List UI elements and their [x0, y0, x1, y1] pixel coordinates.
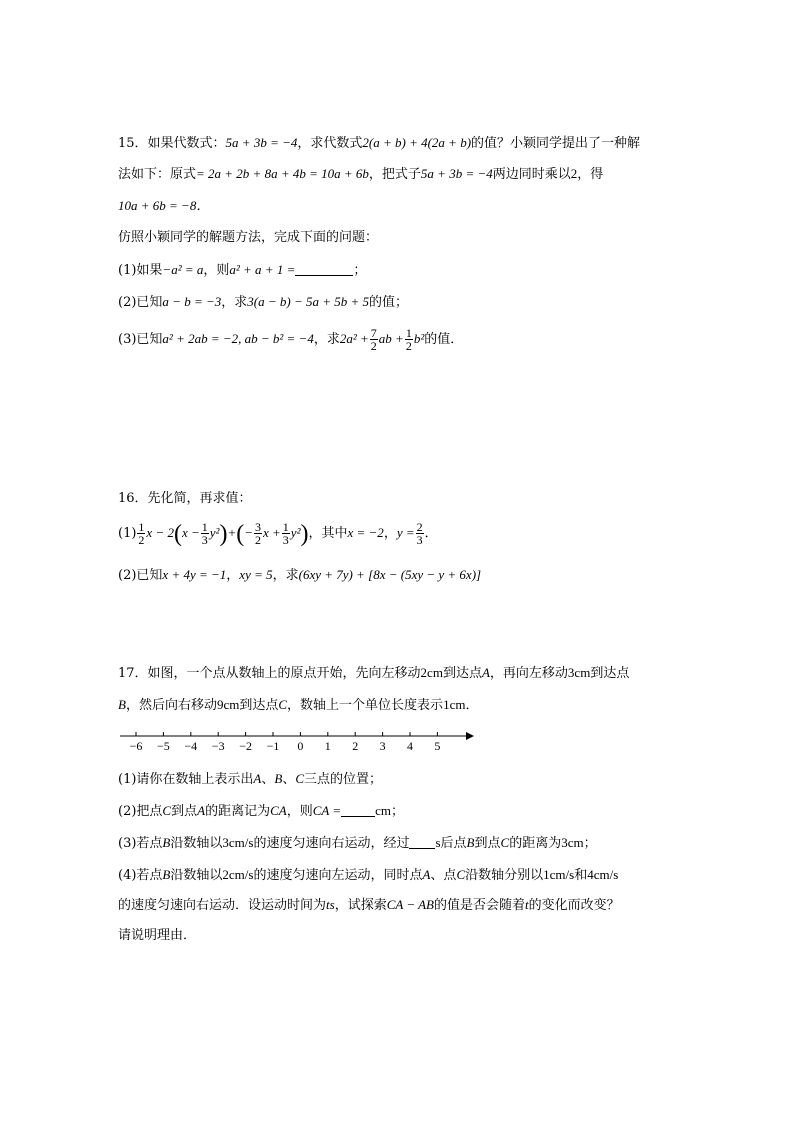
- q17-text: 到点: [474, 836, 501, 851]
- q16-expression: x −: [181, 525, 200, 540]
- part-label: (2)已知: [118, 295, 163, 310]
- denominator: 3: [282, 533, 289, 547]
- q17-line2: [118, 696, 478, 715]
- q16-expression: x − 2: [146, 525, 174, 540]
- number-line-tick-label: 5: [434, 739, 441, 753]
- q16-operator: −: [244, 525, 253, 540]
- q16-operator: +: [227, 525, 237, 540]
- q17-line6: 请说明理由．: [118, 928, 197, 943]
- q17-part2: [118, 802, 404, 821]
- q15-expression: 2a² +: [339, 331, 369, 346]
- paren-close: ): [219, 521, 228, 547]
- point-label: C: [500, 835, 510, 850]
- q16-part1: [118, 519, 438, 548]
- numerator: 7: [370, 326, 377, 340]
- q17-line5: [118, 896, 620, 915]
- point-label: B: [162, 867, 171, 882]
- fraction: [137, 521, 145, 546]
- q17-part3: [118, 834, 597, 853]
- q17-text: 沿数轴以: [170, 836, 223, 851]
- q15-equation: 5a + 3b = −4: [420, 166, 493, 181]
- point-label: B: [162, 835, 171, 850]
- point-label: C: [295, 771, 305, 786]
- speed-value: 2cm/s: [222, 867, 254, 882]
- q17-text: ，试探索: [334, 898, 387, 913]
- q17-text: ．: [465, 698, 479, 713]
- q17-text: ，数轴上一个单位长度表示: [287, 698, 444, 713]
- paren-close: ): [300, 521, 309, 547]
- time-label: ts: [326, 897, 335, 912]
- paren-open: (: [173, 521, 182, 547]
- number-line-tick-label: 4: [407, 739, 413, 753]
- point-label: B: [118, 697, 126, 712]
- number-line-tick-label: −1: [266, 739, 280, 753]
- speed-value: 4cm/s: [587, 867, 619, 882]
- point-label: B: [274, 771, 283, 786]
- speed-value: 1cm/s: [543, 867, 575, 882]
- q16-condition: x + 4y = −1: [162, 567, 227, 582]
- q17-text: 后点: [440, 836, 467, 851]
- q17-text: 的值是否会随着: [434, 898, 526, 913]
- number-line-tick-label: −4: [184, 739, 198, 753]
- fraction: [201, 521, 209, 546]
- number-line-tick-label: 2: [352, 739, 359, 753]
- q17-text: ；: [583, 836, 597, 851]
- q17-text: 的速度匀速向右运动．设运动时间为: [118, 898, 327, 913]
- q17-text: ，则: [286, 804, 313, 819]
- denominator: 2: [405, 339, 412, 353]
- q15-expression: 2(a + b) + 4(2a + b): [362, 135, 472, 150]
- q17-text: ；: [391, 804, 405, 819]
- q16-title: 16．先化简，再求值：: [118, 491, 252, 506]
- number-line-tick-label: 0: [297, 739, 304, 753]
- distance-label: CA =: [312, 803, 342, 818]
- point-label: C: [278, 697, 288, 712]
- fraction: [416, 521, 424, 546]
- q15-text: 的值？小颖同学提出了一种解: [471, 136, 641, 151]
- unit-label: s: [435, 835, 441, 850]
- part-label: (3)已知: [118, 332, 163, 347]
- denominator: 2: [138, 533, 145, 547]
- q16-text: ，: [383, 526, 397, 541]
- q16-text: ．: [424, 526, 438, 541]
- q17-unit-value: 9cm: [216, 697, 240, 712]
- q17-text: 的速度匀速向左运动，同时点: [253, 868, 423, 883]
- q15-text: 的值；: [369, 295, 409, 310]
- point-label: C: [456, 867, 466, 882]
- distance-label: CA: [270, 803, 287, 818]
- number-line-tick-label: 3: [379, 739, 386, 753]
- q15-text: 法如下：原式: [118, 167, 197, 182]
- answer-blank[interactable]: [341, 803, 375, 817]
- q17-text: 的距离记为: [205, 804, 271, 819]
- q17-text: 到点: [171, 804, 198, 819]
- q17-text: 沿数轴分别以: [465, 868, 544, 883]
- q17-unit-value: 2cm: [420, 665, 443, 680]
- fraction: [282, 521, 290, 546]
- q15-text: ，求: [221, 295, 248, 310]
- number-line: [118, 728, 478, 754]
- q17-text: 到达点: [239, 698, 279, 713]
- q17-unit-value: 1cm: [443, 697, 466, 712]
- q15-line3: 10a + 6b = −8．: [118, 198, 210, 213]
- fraction: [254, 521, 262, 546]
- point-label: A: [422, 867, 431, 882]
- q17-text: 和: [574, 868, 588, 883]
- q17-text: 的速度匀速向右运动，经过: [253, 836, 410, 851]
- q17-line1: [118, 664, 629, 683]
- q17-text: ，然后向右移动: [125, 698, 217, 713]
- q17-text: 、: [261, 772, 275, 787]
- numerator: 1: [201, 520, 208, 534]
- denominator: 3: [416, 533, 423, 547]
- part-label: (3)若点: [118, 836, 163, 851]
- q16-text: ，求: [272, 568, 299, 583]
- q17-unit-value: 3cm: [561, 835, 584, 850]
- numerator: 2: [416, 520, 423, 534]
- time-label: t: [525, 897, 529, 912]
- denominator: 2: [370, 339, 377, 353]
- q15-expression: b²: [413, 331, 425, 346]
- speed-value: 3cm/s: [222, 835, 254, 850]
- q15-expression: a² + a + 1 =: [229, 262, 296, 277]
- q17-text: 到达点: [442, 666, 482, 681]
- q15-text: 15．如果代数式：: [118, 136, 226, 151]
- part-label: (1): [118, 526, 137, 541]
- denominator: 2: [255, 533, 261, 547]
- q15-text: ；: [353, 263, 367, 278]
- q15-text: ，把式子: [368, 167, 421, 182]
- q15-instruction: 仿照小颖同学的解题方法，完成下面的问题：: [118, 230, 379, 245]
- part-label: (1)如果: [118, 263, 163, 278]
- numerator: 1: [405, 326, 412, 340]
- q17-text: 、点: [430, 868, 457, 883]
- q17-part4: [118, 866, 618, 885]
- part-label: (2)把点: [118, 804, 163, 819]
- q17-text: 的距离为: [509, 836, 562, 851]
- denominator: 3: [201, 533, 208, 547]
- q15-condition: a² + 2ab = −2, ab − b² = −4: [162, 331, 314, 346]
- paren-open: (: [236, 521, 245, 547]
- number-line-tick-label: −5: [157, 739, 170, 753]
- point-label: A: [481, 665, 490, 680]
- q17-part1: [118, 770, 382, 789]
- q16-condition: xy = 5: [239, 567, 273, 582]
- q16-condition: y =: [396, 525, 415, 540]
- answer-blank[interactable]: [295, 262, 353, 276]
- q15-equation: 5a + 3b = −4: [225, 135, 298, 150]
- q15-line1: [118, 134, 640, 153]
- q15-part1: [118, 261, 366, 280]
- fraction: [405, 327, 413, 352]
- numerator: 3: [255, 520, 261, 534]
- q17-text: ，再向左移动: [489, 666, 568, 681]
- part-label: (1)请你在数轴上表示出: [118, 772, 254, 787]
- q15-text: ，求代数式: [297, 136, 363, 151]
- q16-expression: y²: [290, 525, 301, 540]
- q16-part2: [118, 566, 481, 585]
- q17-text: 、: [282, 772, 296, 787]
- q16-condition: x = −2: [347, 525, 384, 540]
- q15-number: 2: [570, 166, 578, 181]
- point-label: A: [253, 771, 262, 786]
- number-line-arrow: [466, 732, 474, 740]
- numerator: 1: [138, 520, 145, 534]
- q15-text: 两边同时乘以: [492, 167, 571, 182]
- q15-part3: [118, 326, 463, 353]
- q17-text: 17．如图，一个点从数轴上的原点开始，先向左移动: [118, 666, 421, 681]
- q15-part2: [118, 293, 408, 312]
- q15-expression: ab +: [378, 331, 404, 346]
- number-line-ticks: [130, 732, 441, 753]
- number-line-tick-label: −6: [129, 739, 143, 753]
- q16-text: ，其中: [308, 526, 348, 541]
- q16-expression: y²: [209, 525, 220, 540]
- q16-expression: x +: [263, 525, 281, 540]
- q16-text: ，: [226, 568, 240, 583]
- q17-text: 的变化而改变？: [528, 898, 620, 913]
- q16-expression: (6xy + 7y) + [8x − (5xy − y + 6x)]: [298, 567, 482, 582]
- numerator: 1: [282, 520, 289, 534]
- q15-text: ，得: [577, 167, 604, 182]
- q15-expression: 3(a − b) − 5a + 5b + 5: [247, 294, 370, 309]
- q15-condition: a − b = −3: [162, 294, 222, 309]
- point-label: A: [197, 803, 206, 818]
- q17-text: 到达点: [590, 666, 630, 681]
- number-line-tick-label: −3: [211, 739, 225, 753]
- number-line-tick-label: −2: [239, 739, 252, 753]
- part-label: (2)已知: [118, 568, 163, 583]
- q17-expression: CA − AB: [386, 897, 434, 912]
- q15-expression: = 2a + 2b + 8a + 4b = 10a + 6b: [196, 166, 369, 181]
- point-label: C: [162, 803, 172, 818]
- q17-text: 三点的位置；: [304, 772, 383, 787]
- unit-label: cm: [375, 803, 392, 818]
- q15-text: 的值．: [424, 332, 464, 347]
- q17-text: 沿数轴以: [170, 868, 223, 883]
- number-line-tick-label: 1: [324, 739, 331, 753]
- q15-condition: −a² = a: [162, 262, 204, 277]
- fraction: [370, 327, 378, 352]
- q15-line2: [118, 165, 603, 184]
- point-label: B: [466, 835, 475, 850]
- q15-text: ，则: [203, 263, 230, 278]
- q17-unit-value: 3cm: [567, 665, 591, 680]
- q15-text: ，求: [313, 332, 340, 347]
- answer-blank[interactable]: [409, 835, 435, 849]
- part-label: (4)若点: [118, 868, 163, 883]
